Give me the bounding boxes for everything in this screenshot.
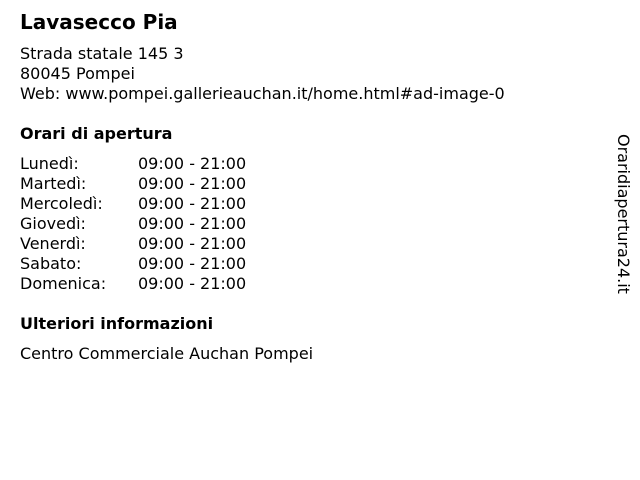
opening-hours-table: [20, 154, 280, 294]
brand-watermark: [612, 134, 634, 312]
day-hours: 09:00 - 21:00: [138, 214, 247, 233]
day-label: Martedì:: [20, 174, 87, 193]
day-label: Domenica:: [20, 274, 107, 293]
brand-watermark-text: Oraridiapertura24.it: [614, 134, 633, 294]
hours-row-saturday: [20, 254, 280, 274]
address-city: 80045 Pompei: [20, 64, 135, 83]
store-website: Web: www.pompei.gallerieauchan.it/home.html#ad-image-0: [20, 84, 505, 103]
hours-row-wednesday: [20, 194, 280, 214]
address-street: Strada statale 145 3: [20, 44, 184, 63]
hours-row-sunday: [20, 274, 280, 294]
day-hours: 09:00 - 21:00: [138, 274, 247, 293]
opening-hours-heading: Orari di apertura: [20, 124, 173, 143]
hours-row-monday: [20, 154, 280, 174]
day-label: Mercoledì:: [20, 194, 103, 213]
day-hours: 09:00 - 21:00: [138, 234, 247, 253]
day-hours: 09:00 - 21:00: [138, 154, 247, 173]
day-label: Venerdì:: [20, 234, 86, 253]
day-hours: 09:00 - 21:00: [138, 254, 247, 273]
day-label: Lunedì:: [20, 154, 79, 173]
additional-info-heading: Ulteriori informazioni: [20, 314, 214, 333]
day-hours: 09:00 - 21:00: [138, 194, 247, 213]
hours-row-friday: [20, 234, 280, 254]
day-label: Sabato:: [20, 254, 82, 273]
day-hours: 09:00 - 21:00: [138, 174, 247, 193]
hours-row-tuesday: [20, 174, 280, 194]
store-address: [20, 44, 505, 104]
hours-row-thursday: [20, 214, 280, 234]
additional-info-text: Centro Commerciale Auchan Pompei: [20, 344, 314, 363]
store-name: Lavasecco Pia: [20, 10, 178, 34]
day-label: Giovedì:: [20, 214, 86, 233]
